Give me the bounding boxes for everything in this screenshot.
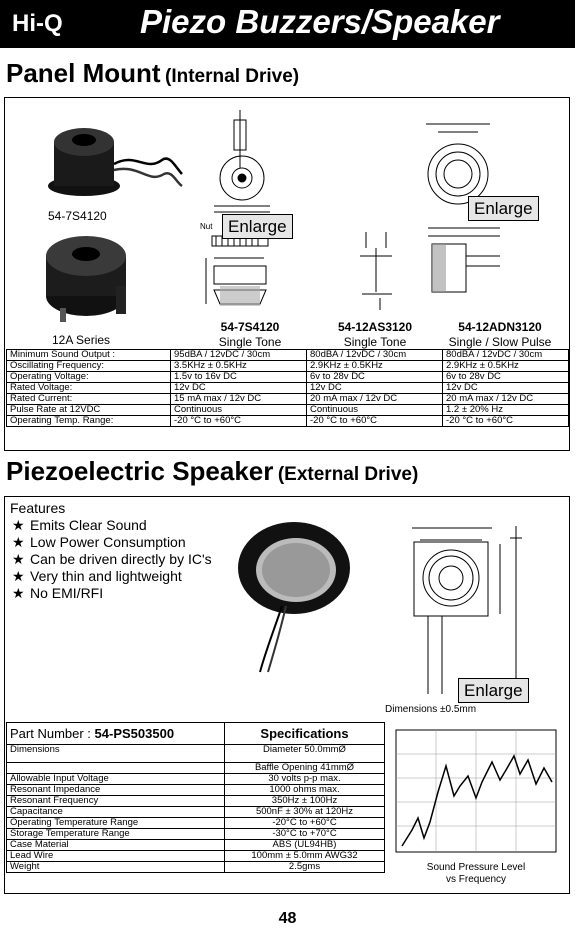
spec-value: Diameter 50.0mmØ [225,745,385,763]
spec-label: Lead Wire [7,851,225,862]
table-row [7,383,569,394]
speaker-spec-table [6,722,385,873]
spec-value: -30°C to +70°C [225,829,385,840]
nut-label: Nut [200,222,213,231]
title-bar [0,0,575,48]
dimensions-note: Dimensions ±0.5mm [385,704,477,715]
spec-label: Rated Current: [7,394,171,405]
spec-value: 6v to 28v DC [307,372,443,383]
star-icon: ★ [12,517,25,533]
enlarge-button-speaker[interactable]: Enlarge [458,678,529,703]
piezo-speaker-photo [236,520,352,674]
spec-label: Capacitance [7,807,225,818]
table-row [7,405,569,416]
table-row [7,840,385,851]
model-tone-12adn3120: Single / Slow Pulse [448,335,552,349]
brand-name: Hi-Q [12,10,63,37]
table-row [7,807,385,818]
table-row [7,829,385,840]
spec-value: 80dBA / 12vDC / 30cm [307,350,443,361]
buzzer-12a-series-photo [38,226,138,324]
piezo-speaker-heading [6,456,418,487]
spec-value: 1.5v to 16v DC [171,372,307,383]
spec-value: 30 volts p-p max. [225,774,385,785]
spec-value: 350Hz ± 100Hz [225,796,385,807]
panel-mount-spec-table [6,349,569,427]
model-part-7s4120: 54-7S4120 [220,320,280,334]
list-item [12,585,212,602]
page-title: Piezo Buzzers/Speaker [140,3,500,40]
spec-label [7,763,225,774]
star-icon: ★ [12,585,25,601]
spec-value: 1.2 ± 20% Hz [443,405,569,416]
table-row [7,785,385,796]
spec-label: Oscillating Frequency: [7,361,171,372]
spec-value: ABS (UL94HB) [225,840,385,851]
piezo-speaker-heading-sub: (External Drive) [277,464,419,485]
panel-mount-heading-sub: (Internal Drive) [165,66,300,87]
feature-text: Low Power Consumption [30,534,186,550]
spec-value: 15 mA max / 12v DC [171,394,307,405]
spec-value: -20 °C to +60°C [171,416,307,427]
page-number: 48 [278,910,297,927]
spec-label: Resonant Impedance [7,785,225,796]
table-row [7,851,385,862]
table-row [7,350,569,361]
drawing-54-12AS3120 [352,228,408,312]
spec-value: 100mm ± 5.0mm AWG32 [225,851,385,862]
star-icon: ★ [12,568,25,584]
photo-label-12a-series: 12A Series [52,333,111,347]
part-number-label: Part Number : [10,725,91,741]
spec-label: Pulse Rate at 12VDC [7,405,171,416]
star-icon: ★ [12,534,25,550]
spec-label: Case Material [7,840,225,851]
spec-value: 80dBA / 12vDC / 30cm [443,350,569,361]
model-part-12as3120: 54-12AS3120 [337,320,413,334]
spec-value: 95dBA / 12vDC / 30cm [171,350,307,361]
spec-value: Continuous [307,405,443,416]
spec-label: Minimum Sound Output : [7,350,171,361]
spec-value: 12v DC [307,383,443,394]
piezo-speaker-heading-main: Piezoelectric Speaker [6,456,274,486]
model-tone-7s4120: Single Tone [218,335,282,349]
spec-label: Operating Temp. Range: [7,416,171,427]
enlarge-button-12adn3120[interactable]: Enlarge [468,196,539,221]
table-row [7,796,385,807]
spec-value: -20°C to +60°C [225,818,385,829]
list-item [12,517,212,534]
part-number-value: 54-PS503500 [94,725,175,741]
graph-caption-line2: vs Frequency [445,874,507,885]
features-title: Features [10,500,66,516]
list-item [12,568,212,585]
spec-label: Operating Voltage: [7,372,171,383]
piezo-speaker-drawing [406,518,554,704]
part-number-cell [7,723,225,745]
photo-label-54-7S4120: 54-7S4120 [48,209,107,223]
list-item [12,551,212,568]
spec-value: 1000 ohms max. [225,785,385,796]
feature-text: Can be driven directly by IC's [30,551,212,567]
star-icon: ★ [12,551,25,567]
spec-label: Weight [7,862,225,873]
model-tone-12as3120: Single Tone [343,335,407,349]
table-row [7,361,569,372]
spec-value: -20 °C to +60°C [443,416,569,427]
spec-label: Operating Temperature Range [7,818,225,829]
spec-value: Baffle Opening 41mmØ [225,763,385,774]
feature-text: Emits Clear Sound [30,517,147,533]
sound-pressure-graph [388,726,564,860]
spec-value: 20 mA max / 12v DC [307,394,443,405]
spec-value: 3.5KHz ± 0.5KHz [171,361,307,372]
spec-value: Continuous [171,405,307,416]
spec-value: 6v to 28v DC [443,372,569,383]
feature-text: No EMI/RFI [30,585,104,601]
spec-label: Dimensions [7,745,225,763]
spec-value: 2.9KHz ± 0.5KHz [307,361,443,372]
features-list [12,517,212,602]
spec-value: 2.9KHz ± 0.5KHz [443,361,569,372]
panel-mount-heading [6,58,299,89]
buzzer-54-7S4120-photo [36,112,186,204]
panel-mount-heading-main: Panel Mount [6,58,161,88]
spec-value: 12v DC [171,383,307,394]
spec-value: 500nF ± 30% at 120Hz [225,807,385,818]
spec-value: 12v DC [443,383,569,394]
spec-value: -20 °C to +60°C [307,416,443,427]
graph-caption-line1: Sound Pressure Level [426,862,526,873]
table-row [7,818,385,829]
table-row [7,774,385,785]
spec-label: Allowable Input Voltage [7,774,225,785]
specifications-header: Specifications [225,723,385,745]
table-row [7,763,385,774]
spec-label: Storage Temperature Range [7,829,225,840]
spec-label: Resonant Frequency [7,796,225,807]
table-row [7,862,385,873]
feature-text: Very thin and lightweight [30,568,182,584]
table-row [7,416,569,427]
enlarge-button-7s4120[interactable]: Enlarge [222,214,293,239]
table-header-row [7,723,385,745]
spec-value: 2.5gms [225,862,385,873]
graph-caption [388,862,564,886]
model-part-12adn3120: 54-12ADN3120 [458,320,542,334]
spec-label: Rated Voltage: [7,383,171,394]
table-row [7,372,569,383]
table-row [7,745,385,763]
table-row [7,394,569,405]
spec-value: 20 mA max / 12v DC [443,394,569,405]
list-item [12,534,212,551]
